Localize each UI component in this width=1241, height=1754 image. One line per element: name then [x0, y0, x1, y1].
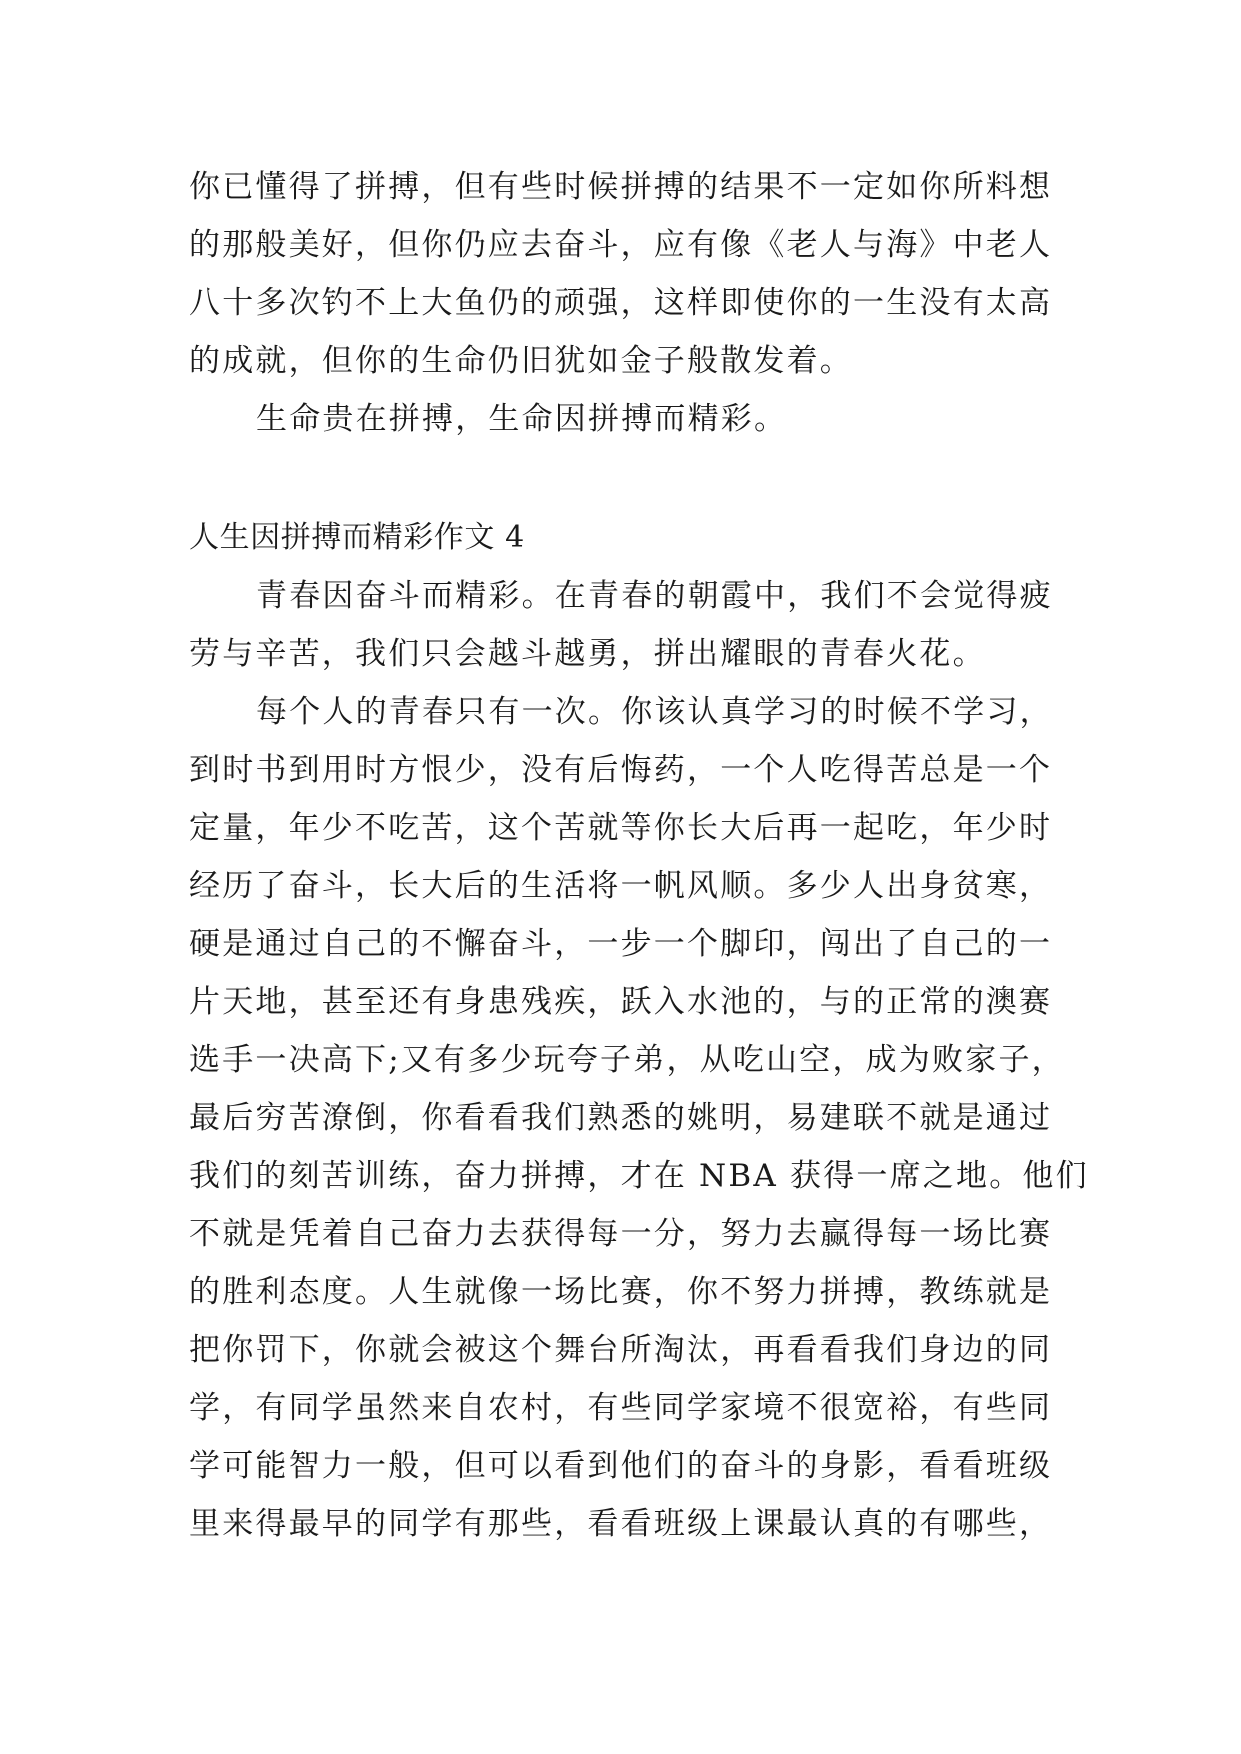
text-line: 片天地，甚至还有身患残疾，跃入水池的，与的正常的澳赛 — [189, 984, 1053, 1020]
text-line: 的那般美好，但你仍应去奋斗，应有像《老人与海》中老人 — [189, 227, 1053, 263]
text-line: 每个人的青春只有一次。你该认真学习的时候不学习， — [256, 694, 1053, 730]
text-line: 你已懂得了拼搏，但有些时候拼搏的结果不一定如你所料想 — [189, 169, 1053, 205]
text-line: 生命贵在拼搏，生命因拼搏而精彩。 — [256, 401, 788, 437]
text-line: 经历了奋斗，长大后的生活将一帆风顺。多少人出身贫寒， — [189, 868, 1053, 904]
text-line: 青春因奋斗而精彩。在青春的朝霞中，我们不会觉得疲 — [256, 578, 1053, 614]
text-line: 最后穷苦潦倒，你看看我们熟悉的姚明，易建联不就是通过 — [189, 1100, 1053, 1136]
text-line: 劳与辛苦，我们只会越斗越勇，拼出耀眼的青春火花。 — [189, 636, 986, 672]
text-line: 不就是凭着自己奋力去获得每一分，努力去赢得每一场比赛 — [189, 1216, 1053, 1252]
text-line: 把你罚下，你就会被这个舞台所淘汰，再看看我们身边的同 — [189, 1332, 1053, 1368]
text-line: 定量，年少不吃苦，这个苦就等你长大后再一起吃，年少时 — [189, 810, 1053, 846]
text-line: 学可能智力一般，但可以看到他们的奋斗的身影，看看班级 — [189, 1448, 1053, 1484]
text-line: 的成就，但你的生命仍旧犹如金子般散发着。 — [189, 343, 853, 379]
text-line: 学，有同学虽然来自农村，有些同学家境不很宽裕，有些同 — [189, 1390, 1053, 1426]
section-heading: 人生因拼搏而精彩作文 4 — [189, 520, 525, 555]
text-line: 我们的刻苦训练，奋力拼搏，才在 NBA 获得一席之地。他们 — [189, 1158, 1089, 1194]
text-line: 里来得最早的同学有那些，看看班级上课最认真的有哪些， — [189, 1506, 1053, 1542]
text-line: 的胜利态度。人生就像一场比赛，你不努力拼搏，教练就是 — [189, 1274, 1053, 1310]
text-line: 硬是通过自己的不懈奋斗，一步一个脚印，闯出了自己的一 — [189, 926, 1053, 962]
text-line: 到时书到用时方恨少，没有后悔药，一个人吃得苦总是一个 — [189, 752, 1053, 788]
text-line: 八十多次钓不上大鱼仍的顽强，这样即使你的一生没有太高 — [189, 285, 1053, 321]
text-line: 选手一决高下;又有多少玩夸子弟，从吃山空，成为败家子， — [189, 1042, 1065, 1078]
